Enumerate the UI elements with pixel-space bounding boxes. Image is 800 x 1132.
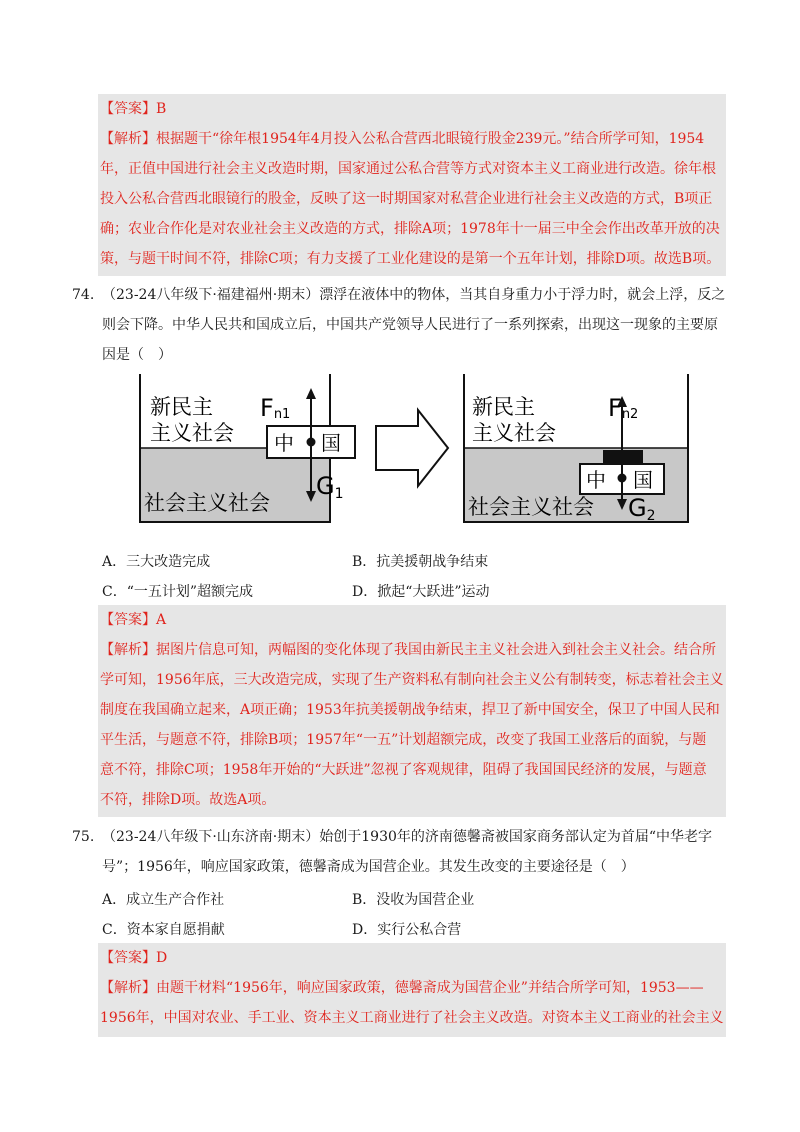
- answer-label: 【答案】: [100, 101, 156, 117]
- answer-analysis-block-74: [98, 605, 726, 817]
- left-block-char-2: 国: [321, 431, 341, 455]
- left-container: [140, 374, 355, 522]
- answer-label: 【答案】: [100, 612, 156, 628]
- right-container: [464, 374, 688, 524]
- question-number: 75.: [72, 829, 95, 845]
- analysis-label: 【解析】: [100, 980, 156, 996]
- left-force-up-label: Fn1: [260, 394, 291, 422]
- answer-value: D: [156, 950, 168, 966]
- answer-line: [100, 943, 724, 973]
- transition-arrow-icon: [376, 410, 448, 486]
- right-force-down-label: G2: [628, 494, 656, 524]
- analysis-line-5: 意不符，排除C项；1958年开始的“大跃进”忽视了客观规律，阻碍了我国国民经济的发展，与题意: [100, 762, 707, 778]
- left-force-down-label: G1: [316, 472, 344, 502]
- option-c[interactable]: C．“一五计划”超额完成: [102, 584, 254, 600]
- right-lower-label: 社会主义社会: [468, 495, 594, 519]
- option-c[interactable]: C．资本家自愿捐献: [102, 922, 225, 938]
- answer-value: A: [156, 612, 167, 628]
- answer-line: [100, 605, 724, 635]
- left-upper-label-1: 新民主: [150, 395, 213, 419]
- option-a[interactable]: A．三大改造完成: [102, 554, 211, 570]
- analysis-line-3: 投入公私合营西北眼镜行的股金，反映了这一时期国家对私营企业进行社会主义改造的方式，B项正: [100, 191, 713, 207]
- option-b[interactable]: B．没收为国营企业: [352, 892, 475, 908]
- question-74-stem-line-2: 则会下降。中华人民共和国成立后，中国共产党领导人民进行了一系列探索，出现这一现象的主要原: [102, 317, 718, 333]
- answer-value: B: [156, 101, 167, 117]
- right-upper-label-2: 主义社会: [472, 421, 556, 445]
- analysis-line-2: 学可知，1956年底，三大改造完成，实现了生产资料私有制向社会主义公有制转变，标志着社会主义: [100, 672, 724, 688]
- analysis-line-2: 年，正值中国进行社会主义改造时期，国家通过公私合营等方式对资本主义工商业进行改造。徐年根: [100, 161, 716, 177]
- answer-analysis-block-73: [98, 94, 726, 276]
- analysis-line-4: 确；农业合作化是对农业社会主义改造的方式，排除A项；1978年十一届三中全会作出改革开放的决: [100, 221, 720, 237]
- analysis-line-6: 不符，排除D项。故选A项。: [100, 792, 276, 808]
- right-block-char-2: 国: [633, 468, 653, 492]
- left-upper-label-2: 主义社会: [150, 421, 234, 445]
- option-d[interactable]: D．掀起“大跃进”运动: [352, 584, 490, 600]
- option-b[interactable]: B．抗美援朝战争结束: [352, 554, 489, 570]
- analysis-line-1: 【解析】由题干材料“1956年，响应国家政策，德馨斋成为国营企业”并结合所学可知，1953——: [100, 980, 704, 996]
- right-upper-label-1: 新民主: [472, 395, 535, 419]
- left-lower-label: 社会主义社会: [144, 491, 270, 515]
- up-arrow-icon: [306, 388, 316, 399]
- answer-label: 【答案】: [100, 950, 156, 966]
- analysis-line-3: 制度在我国确立起来，A项正确；1953年抗美援朝战争结束，捍卫了新中国安全，保卫了中国人民和: [100, 702, 720, 718]
- analysis-line-5: 策，与题干时间不符，排除C项；有力支援了工业化建设的是第一个五年计划，排除D项。故选B项。: [100, 251, 721, 267]
- answer-analysis-block-75: [98, 943, 726, 1037]
- option-d[interactable]: D．实行公私合营: [352, 922, 462, 938]
- analysis-label: 【解析】: [100, 131, 156, 147]
- question-75: [72, 822, 732, 882]
- analysis-line-4: 平生活，与题意不符，排除B项；1957年“一五”计划超额完成，改变了我国工业落后的面貌，与题: [100, 732, 707, 748]
- question-75-stem-line-1: 75. （23-24八年级下·山东济南·期末）始创于1930年的济南德馨斋被国家商务部认定为首届“中华老字: [72, 822, 732, 852]
- question-75-stem-line-2: 号”；1956年，响应国家政策，德馨斋成为国营企业。其发生改变的主要途径是（ ）: [102, 859, 635, 875]
- right-block-char-1: 中: [586, 468, 606, 492]
- buoyancy-figure: [128, 374, 692, 526]
- question-74-stem-line-3: 因是（ ）: [102, 347, 172, 363]
- analysis-line-1: 【解析】据图片信息可知，两幅图的变化体现了我国由新民主主义社会进入到社会主义社会。结合所: [100, 642, 716, 658]
- option-a[interactable]: A．成立生产合作社: [102, 892, 225, 908]
- analysis-label: 【解析】: [100, 642, 156, 658]
- answer-line: [100, 94, 724, 124]
- question-74: [72, 280, 732, 370]
- left-block-char-1: 中: [274, 431, 294, 455]
- analysis-line-2: 1956年，中国对农业、手工业、资本主义工商业进行了社会主义改造。对资本主义工商业的社会主义: [100, 1010, 724, 1026]
- analysis-line-1: 【解析】根据题干“徐年根1954年4月投入公私合营西北眼镜行股金239元。”结合所学可知，1954: [100, 131, 705, 147]
- right-force-up-label: Fn2: [608, 394, 639, 422]
- question-74-stem-line-1: 74. （23-24八年级下·福建福州·期末）漂浮在液体中的物体，当其自身重力小于浮力时，就会上浮，反之: [72, 280, 732, 310]
- question-number: 74.: [72, 287, 95, 303]
